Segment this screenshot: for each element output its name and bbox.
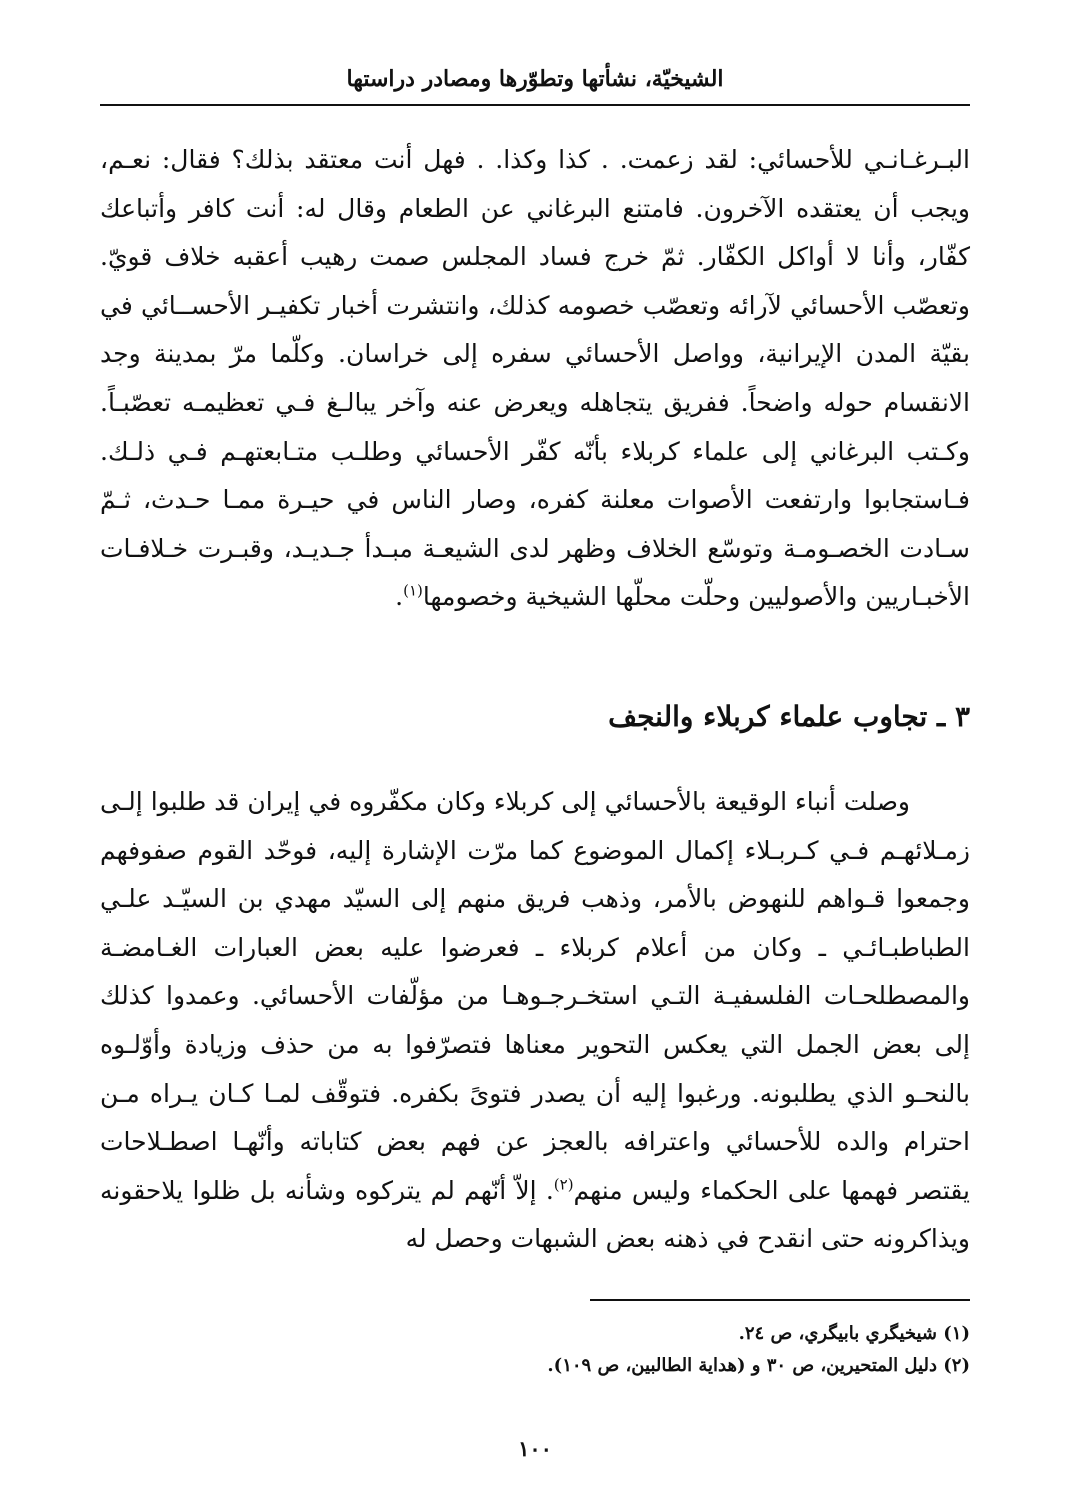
footnote-2: (٢) دليل المتحيرين، ص ٣٠ و (هداية الطالبين، ص ١٠٩).: [547, 1355, 970, 1376]
footnotes: [100, 1318, 970, 1382]
header-divider: [100, 104, 970, 106]
paragraph-1: [100, 136, 970, 622]
footnote-ref-2: (٢): [553, 1175, 574, 1194]
page-number: ١٠٠: [518, 1436, 552, 1461]
footnote-divider: [590, 1299, 970, 1301]
section-heading: ٣ ـ تجاوب علماء كربلاء والنجف: [608, 700, 970, 733]
footnote-ref-1: (١): [403, 582, 423, 601]
running-header: الشيخيّة، نشأتها وتطوّرها ومصادر دراستها: [346, 66, 724, 92]
paragraph-2: [100, 778, 970, 1264]
paragraph-1-text: البـرغـانـي للأحسائي: لقد زعمت. . كذا وكذا. . فهل أنت معتقد بذلك؟ فقال: نعـم، ويجب أن يعتقده الآخرون. فامتنع البرغاني عن الطعام وقال له: أنت كافر وأتباعك كفّار، وأنا لا أواكل الكفّار. ثمّ خرج فساد المجلس صمت رهيب أعقبه خلاف قويّ. وتعصّب الأحسائي لآرائه وتعصّب خصومه كذلك، وانتشرت أخبار تكفيـر الأحســائي في بقيّة المدن الإيرانية، وواصل الأحسائي سفره إلى خراسان. وكلّما مرّ بمدينة وجد الانقسام حوله واضحاً. ففريق يتجاهله ويعرض عنه وآخر يبالـغ فـي تعظيمـه تعصّبـاً. وكـتب البرغاني إلى علماء كربلاء بأنّه كفّر الأحسائي وطلـب متـابعتهـم فـي ذلـك. فـاستجابوا وارتفعت الأصوات معلنة كفره، وصار الناس في حيـرة ممـا حـدث، ثـمّ سـادت الخصـومـة وتوسّع الخلاف وظهر لدى الشيعـة مبـدأ جـديـد، وقبـرت خـلافـات الأخبـاريين والأصوليين وحلّت محلّها الشيخية وخصومها: [100, 145, 970, 612]
footnote-1: (١) شيخيگري بابيگري، ص ٢٤.: [738, 1323, 970, 1344]
paragraph-1-ending: .: [395, 582, 404, 612]
paragraph-2-text-a: وصلت أنباء الوقيعة بالأحسائي إلى كربلاء وكان مكفّروه في إيران قد طلبوا إلـى زمـلائهـم فـي كـربـلاء إكمال الموضوع كما مرّت الإشارة إليه، فوحّد القوم صفوفهم وجمعوا قـواهم للنهوض بالأمر، وذهب فريق منهم إلى السيّد مهدي بن السيّـد علـي الطباطبـائـي ـ وكان من أعلام كربلاء ـ فعرضوا عليه بعض العبارات الغـامضـة والمصطلحـات الفلسفيـة التـي استخـرجـوهـا من مؤلّفات الأحسائي. وعمدوا كذلك إلى بعض الجمل التي يعكس التحوير معناها فتصرّفوا به من حذف وزيادة وأوّلـوه بالنحـو الذي يطلبونه. ورغبوا إليه أن يصدر فتوىً بكفره. فتوقّف لمـا كـان يـراه مـن احترام والده للأحسائي واعترافه بالعجز عن فهم بعض كتاباته وأنّهـا اصطـلاحات يقتصر فهمها على الحكماء وليس منهم: [100, 787, 970, 1205]
paragraph-2-text-b: . إلاّ أنّهم لم يتركوه وشأنه بل ظلوا يلاحقونه ويذاكرونه حتى انقدح في ذهنه بعض الشبهات وحصل له: [100, 1175, 970, 1254]
